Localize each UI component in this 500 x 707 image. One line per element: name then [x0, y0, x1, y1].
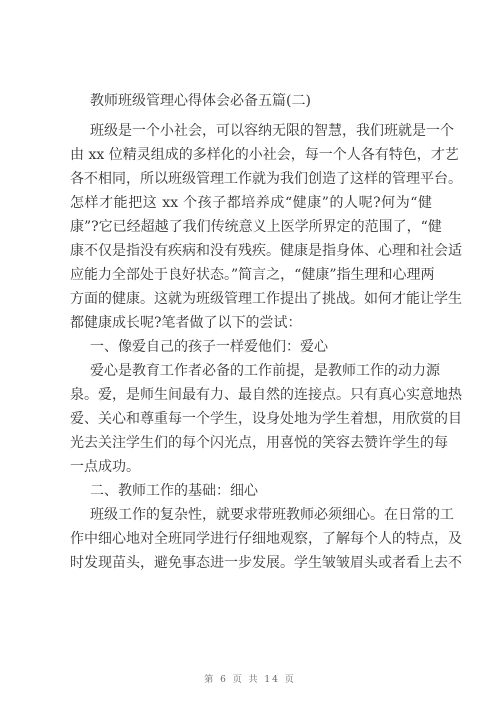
- paragraph-line: 应能力全部处于良好状态。”简言之，“健康”指生理和心理两: [70, 267, 435, 283]
- paragraph-line: 作中细心地对全班同学进行仔细地观察，了解每个人的特点，及: [70, 531, 462, 547]
- document-title: 教师班级管理心得体会必备五篇(二): [90, 93, 311, 109]
- paragraph-line: 班级工作的复杂性，就要求带班教师必须细心。在日常的工: [90, 507, 454, 523]
- paragraph-line: 爱、关心和尊重每一个学生，设身处地为学生着想，用欣赏的目: [70, 411, 462, 427]
- paragraph-line: 各不相同，所以班级管理工作就为我们创造了这样的管理平台。: [70, 171, 462, 187]
- paragraph-line: 一点成功。: [70, 459, 140, 475]
- paragraph-line: 都健康成长呢?笔者做了以下的尝试：: [70, 315, 302, 331]
- paragraph-line: 方面的健康。这就为班级管理工作提出了挑战。如何才能让学生: [70, 291, 462, 307]
- paragraph-line: 班级是一个小社会，可以容纳无限的智慧，我们班就是一个: [90, 123, 454, 139]
- paragraph-line: 怎样才能把这 xx 个孩子都培养成“健康”的人呢?何为“健: [70, 195, 432, 211]
- paragraph-line: 康”?它已经超越了我们传统意义上医学所界定的范围了，“健: [70, 219, 442, 235]
- paragraph-line: 光去关注学生们的每个闪光点，用喜悦的笑容去赞许学生的每: [70, 435, 448, 451]
- page-footer: 第 6 页 共 14 页: [204, 675, 296, 685]
- section-heading: 二、教师工作的基础：细心: [90, 483, 258, 499]
- paragraph-line: 由 xx 位精灵组成的多样化的小社会，每一个人各有特色，才艺: [70, 147, 459, 163]
- paragraph-line: 时发现苗头，避免事态进一步发展。学生皱皱眉头或者看上去不: [70, 555, 462, 571]
- paragraph-line: 泉。爱，是师生间最有力、最自然的连接点。只有真心实意地热: [70, 387, 462, 403]
- paragraph-line: 康不仅是指没有疾病和没有残疾。健康是指身体、心理和社会适: [70, 243, 462, 259]
- paragraph-line: 爱心是教育工作者必备的工作前提，是教师工作的动力源: [90, 363, 440, 379]
- section-heading: 一、像爱自己的孩子一样爱他们：爱心: [90, 339, 328, 355]
